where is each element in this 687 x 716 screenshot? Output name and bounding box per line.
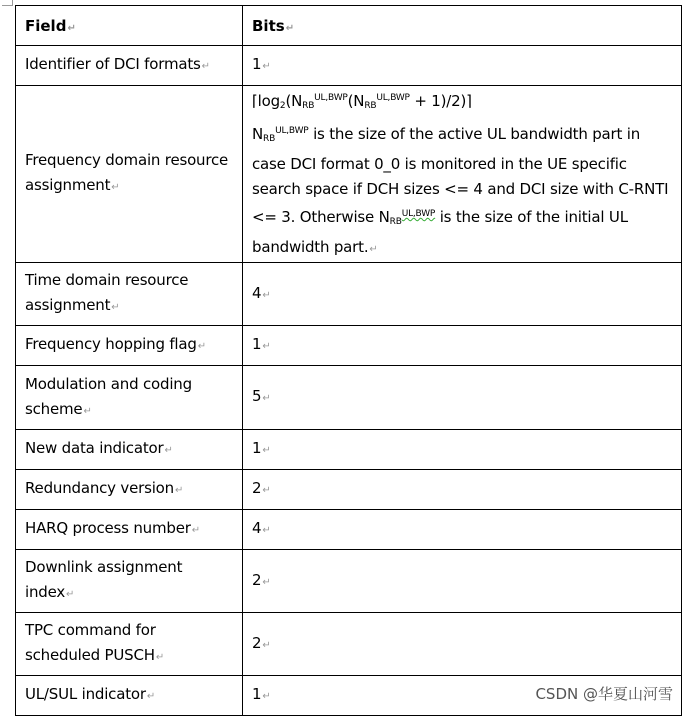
table-row [16, 430, 682, 470]
field-cell: New data indicator ↵ [16, 430, 243, 470]
table-row [16, 510, 682, 550]
field-cell: HARQ process number ↵ [16, 510, 243, 550]
bits-cell: 4 ↵ [243, 510, 682, 550]
formula: $⌈\log_2(N_{RB}^{UL,BWP}(N_{RB}^{UL,BWP}$ + 1)/2)⌉ [252, 92, 472, 111]
field-cell: Frequency hopping flag ↵ [16, 326, 243, 366]
field-cell: Frequency domain resource assignment ↵ [16, 86, 243, 263]
table-row [16, 470, 682, 510]
dci-format-table [15, 5, 682, 716]
bits-cell: 5 ↵ [243, 366, 682, 430]
watermark: CSDN @华夏山河雪 [535, 685, 673, 703]
header-field: Field ↵ [16, 6, 243, 46]
table-row [16, 86, 682, 263]
table-row [16, 263, 682, 326]
bits-cell: 2 ↵ [243, 470, 682, 510]
page-corner-mark [2, 0, 13, 6]
field-cell: Downlink assignment index ↵ [16, 550, 243, 613]
field-cell: TPC command for scheduled PUSCH ↵ [16, 613, 243, 676]
table-row [16, 326, 682, 366]
field-cell: Time domain resource assignment ↵ [16, 263, 243, 326]
bits-cell-formula [243, 86, 682, 263]
bits-cell: 2 ↵ [243, 613, 682, 676]
field-cell: Redundancy version ↵ [16, 470, 243, 510]
table-header-row [16, 6, 682, 46]
table-row [16, 46, 682, 86]
bits-cell: 4 ↵ [243, 263, 682, 326]
header-bits: Bits ↵ [243, 6, 682, 46]
field-cell: Identifier of DCI formats ↵ [16, 46, 243, 86]
table-row [16, 550, 682, 613]
field-cell: UL/SUL indicator ↵ [16, 676, 243, 716]
table-row [16, 366, 682, 430]
formula-description: $N_{RB}^{UL,BWP}$ is the size of the active UL bandwidth part in case DCI format 0_0 is monitored in the UE specific search space if DCH sizes <= 4 and DCI size with C-RNTI <= 3. Otherwise $N_{RB}^{UL,BWP}$ is the size of the initial UL bandwidth part. ↵ [252, 119, 672, 262]
bits-cell: 1 ↵ [243, 326, 682, 366]
bits-cell: 1 ↵ [243, 46, 682, 86]
bits-cell: 2 ↵ [243, 550, 682, 613]
bits-cell: 1 ↵ [243, 430, 682, 470]
bits-cell: 1 ↵ [243, 676, 682, 716]
field-cell: Modulation and coding scheme ↵ [16, 366, 243, 430]
table-row [16, 613, 682, 676]
